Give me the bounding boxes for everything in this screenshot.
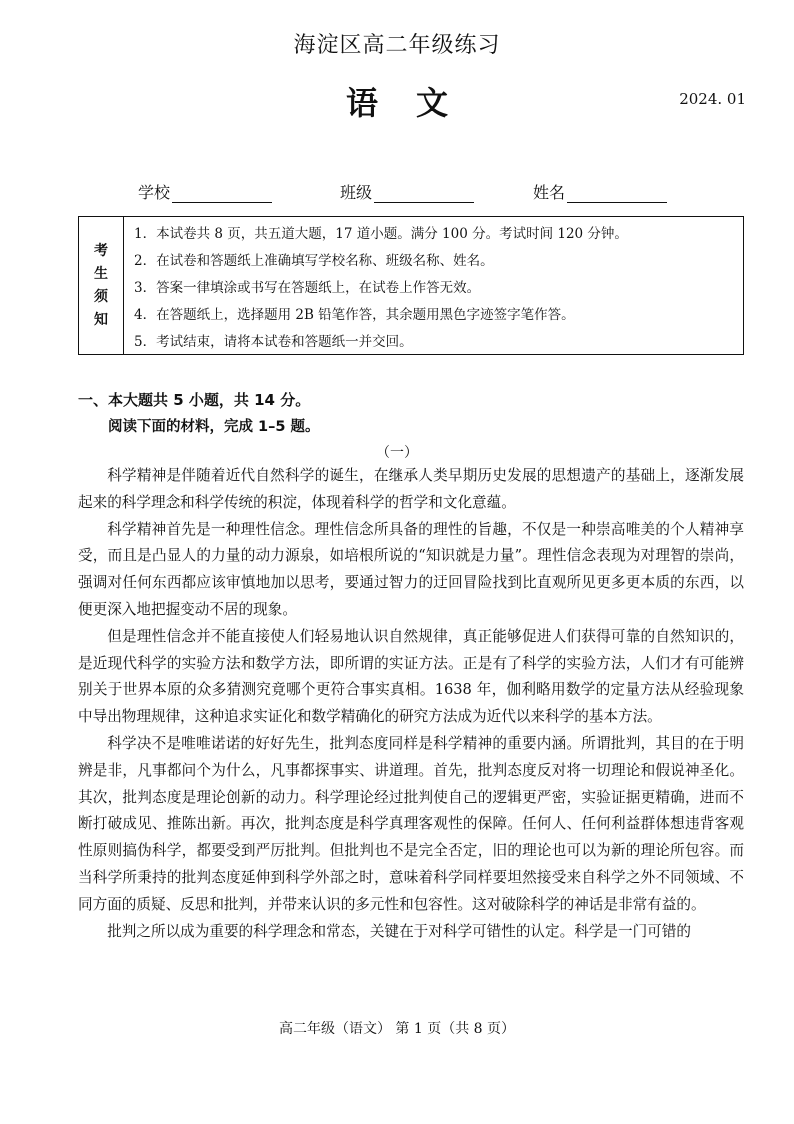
student-info-fields <box>138 180 698 204</box>
notice-item: 5．考试结束，请将本试卷和答题纸一并交回。 <box>134 334 413 350</box>
notice-items <box>124 217 743 354</box>
exam-date: 2024. 01 <box>679 90 746 108</box>
notice-label-char: 知 <box>94 311 108 328</box>
school-blank <box>172 184 272 203</box>
notice-label-char: 生 <box>94 265 108 282</box>
class-blank <box>374 184 474 203</box>
notice-item: 1．本试卷共 8 页，共五道大题，17 道小题。满分 100 分。考试时间 120 分钟。 <box>134 226 628 242</box>
notice-item: 2．在试卷和答题纸上准确填写学校名称、班级名称、姓名。 <box>134 253 494 269</box>
name-blank <box>567 184 667 203</box>
passage-number: （一） <box>376 445 418 461</box>
paragraph: 批判之所以成为重要的科学理念和常态，关键在于对科学可错性的认定。科学是一门可错的 <box>107 922 691 940</box>
paragraph: 科学精神是伴随着近代自然科学的诞生，在继承人类早期历史发展的思想遗产的基础上，逐渐发展起来的科学理念和科学传统的积淀，体现着科学的哲学和文化意蕴。 <box>78 467 744 511</box>
page-footer: 高二年级（语文） 第 1 页（共 8 页） <box>278 1021 516 1037</box>
paragraph: 科学精神首先是一种理性信念。理性信念所具备的理性的旨趣，不仅是一种崇高唯美的个人精神享受，而且是凸显人的力量的动力源泉，如培根所说的“知识就是力量”。理性信念表现为对理智的崇尚，强调对任何东西都应该审慎地加以思考，要通过智力的迂回冒险找到比直观所见更多更本质的东西，以便更深入地把握变动不居的现象。 <box>78 520 744 618</box>
notice-item: 4．在答题纸上，选择题用 2B 铅笔作答，其余题用黑色字迹签字笔作答。 <box>134 307 575 323</box>
class-field <box>340 180 474 203</box>
exam-notice-box <box>78 216 744 355</box>
passage-body <box>78 463 744 945</box>
paragraph: 科学决不是唯唯诺诺的好好先生，批判态度同样是科学精神的重要内涵。所谓批判，其目的在于明辨是非，凡事都问个为什么，凡事都探事实、讲道理。首先，批判态度反对将一切理论和假说神圣化。其次，批判态度是理论创新的动力。科学理论经过批判使自己的逻辑更严密，实验证据更精确，进而不断打破成见、推陈出新。再次，批判态度是科学真理客观性的保障。任何人、任何利益群体想违背客观性原则搞伪科学，都要受到严厉批判。但批判也不是完全否定，旧的理论也可以为新的理论所包容。而当科学所秉持的批判态度延伸到科学外部之时，意味着科学同样要坦然接受来自科学之外不同领域、不同方面的质疑、反思和批判，并带来认识的多元性和包容性。这对破除科学的神话是非常有益的。 <box>78 734 744 913</box>
class-field-label: 班级 <box>340 183 373 202</box>
notice-label-char: 须 <box>94 288 108 305</box>
school-field-label: 学校 <box>138 183 171 202</box>
section-heading: 一、本大题共 5 小题，共 14 分。 <box>78 391 311 409</box>
notice-item: 3．答案一律填涂或书写在答题纸上，在试卷上作答无效。 <box>134 280 481 296</box>
paragraph: 但是理性信念并不能直接使人们轻易地认识自然规律，真正能够促进人们获得可靠的自然知识的，是近现代科学的实验方法和数学方法，即所谓的实证方法。正是有了科学的实验方法，人们才有可能辨别关于世界本原的众多猜测究竟哪个更符合事实真相。1638 年，伽利略用数学的定量方法从经验现象中导出物理规律，这种追求实证化和数学精确化的研究方法成为近代以来科学的基本方法。 <box>78 627 744 726</box>
notice-label-char: 考 <box>94 242 108 259</box>
section-instruction: 阅读下面的材料，完成 1–5 题。 <box>108 419 320 435</box>
name-field-label: 姓名 <box>533 183 566 202</box>
subject-title: 语文 <box>345 84 486 122</box>
name-field <box>533 180 667 203</box>
page-title: 海淀区高二年级练习 <box>293 33 501 58</box>
school-field <box>138 180 272 203</box>
notice-label <box>79 217 124 354</box>
